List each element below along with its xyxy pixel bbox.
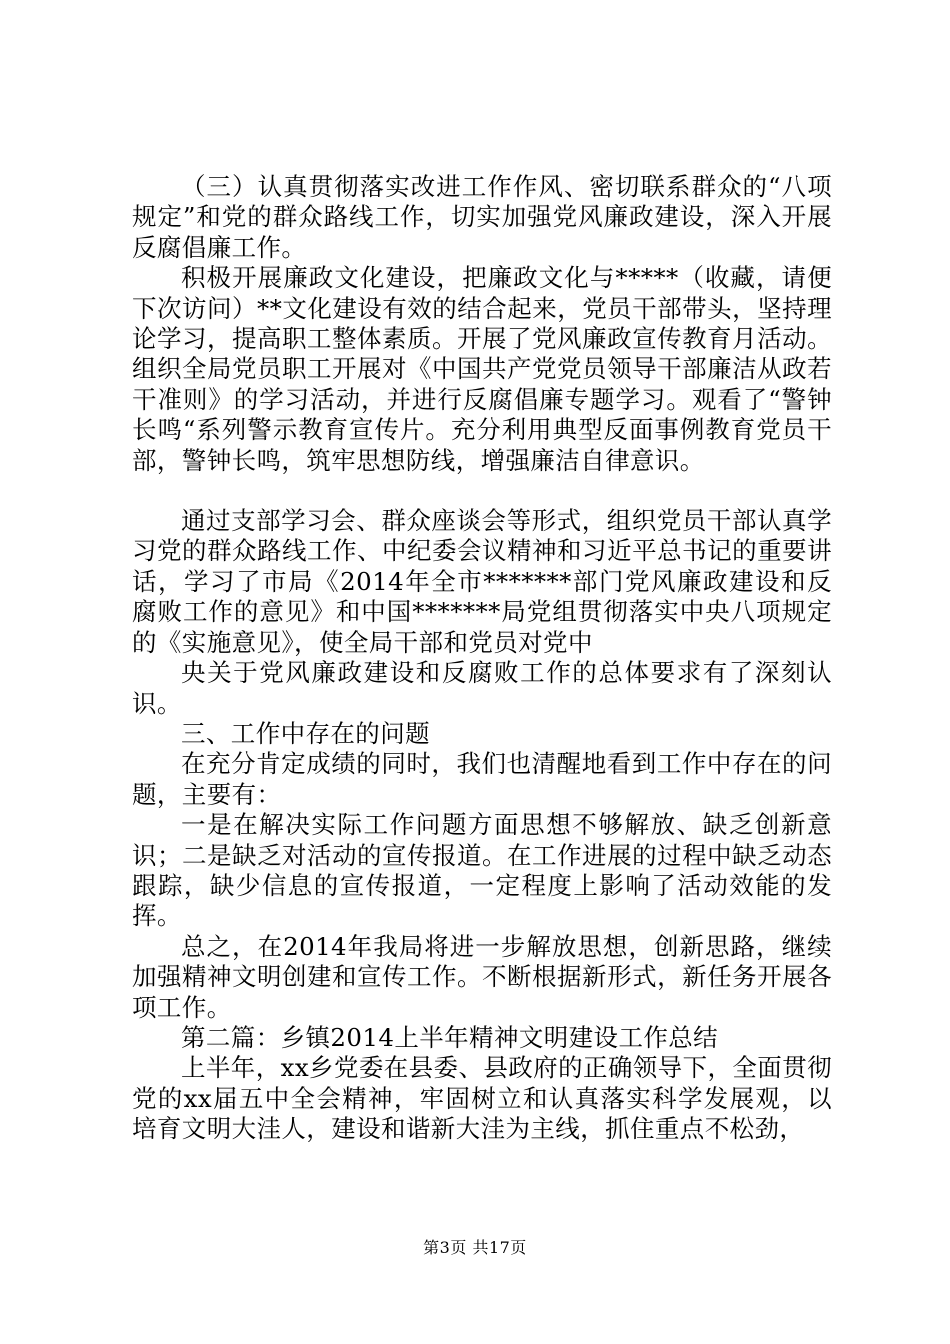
paragraph-gap [132, 476, 832, 506]
paragraph-conclusion: 总之，在2014年我局将进一步解放思想，创新思路，继续加强精神文明创建和宣传工作。不断根据新形式，新任务开展各项工作。 [132, 931, 832, 1022]
document-body [132, 172, 832, 1145]
chapter-heading-second: 第二篇：乡镇2014上半年精神文明建设工作总结 [181, 1022, 719, 1052]
paragraph-problems-list: 一是在解决实际工作问题方面思想不够解放、缺乏创新意识；二是缺乏对活动的宣传报道。在工作进展的过程中缺乏动态跟踪，缺少信息的宣传报道，一定程度上影响了活动效能的发挥。 [132, 810, 832, 931]
section-heading-problems: 三、工作中存在的问题 [181, 718, 430, 748]
paragraph-branch-study: 通过支部学习会、群众座谈会等形式，组织党员干部认真学习党的群众路线工作、中纪委会议精神和习近平总书记的重要讲话，学习了市局《2014年全市*******部门党风廉政建设和反腐败工作的意见》和中国*******局党组贯彻落实中央八项规定的《实施意见》，使全局干部和党员对党中 [132, 506, 832, 657]
paragraph-first-half-year: 上半年，xx乡党委在县委、县政府的正确领导下，全面贯彻党的xx届五中全会精神，牢固树立和认真落实科学发展观，以培育文明大洼人，建设和谐新大洼为主线，抓住重点不松劲， [132, 1053, 832, 1144]
paragraph-integrity-culture: 积极开展廉政文化建设，把廉政文化与*****（收藏，请便下次访问）**文化建设有效的结合起来，党员干部带头，坚持理论学习，提高职工整体素质。开展了党风廉政宣传教育月活动。组织全局党员职工开展对《中国共产党党员领导干部廉洁从政若干准则》的学习活动，并进行反腐倡廉专题学习。观看了“警钟长鸣“系列警示教育宣传片。充分利用典型反面事例教育党员干部，警钟长鸣，筑牢思想防线，增强廉洁自律意识。 [132, 263, 832, 475]
paragraph-central-requirements: 央关于党风廉政建设和反腐败工作的总体要求有了深刻认识。 [132, 658, 832, 718]
page-number-footer: 第3页 共17页 [423, 1238, 527, 1257]
paragraph-problems-intro: 在充分肯定成绩的同时，我们也清醒地看到工作中存在的问题，主要有： [132, 749, 832, 809]
paragraph-section-three-heading: （三）认真贯彻落实改进工作作风、密切联系群众的“八项规定”和党的群众路线工作，切实加强党风廉政建设，深入开展反腐倡廉工作。 [132, 172, 832, 262]
